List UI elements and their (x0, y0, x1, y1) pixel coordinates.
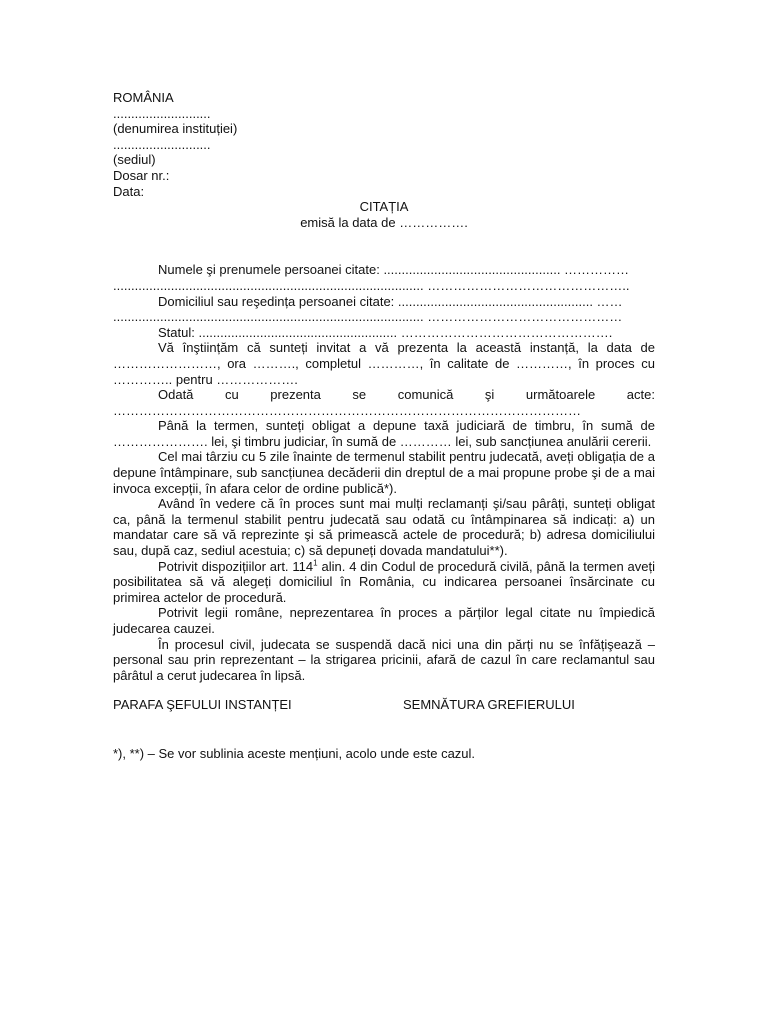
clerk-signature-label: SEMNĂTURA GREFIERULUI (403, 697, 575, 713)
paragraph-inform: Vă înştiințăm că sunteți invitat a vă prezenta la această instanță, la data de ……………………, ora ………., completul …………, în calitate de …………, în proces cu ………….. pentru ………………. (113, 340, 655, 387)
paragraph-suspend: În procesul civil, judecata se suspendă dacă nici una din părți nu se înfățişează – personal sau prin reprezentant – la strigarea pricinii, afară de cazul în care reclamantul sau pârâtul a cerut judecarea în lipsă. (113, 636, 655, 683)
paragraph-communicate: Odată cu prezenta se comunică şi următoarele acte: (158, 387, 655, 403)
signature-row (113, 697, 655, 713)
dots-line-1: ...................................................................................... ……………………………………….. (113, 277, 630, 293)
citation-document (113, 90, 655, 762)
file-number-label: Dosar nr.: (113, 167, 170, 183)
institution-dots: ........................... (113, 105, 211, 121)
seat-label: (sediul) (113, 152, 156, 168)
paragraph-tax: Până la termen, sunteți obligat a depune taxă judiciară de timbru, în sumă de …………………. lei, şi timbru judiciar, în sumă de ………… lei, sub sancțiunea anulării cererii. (113, 418, 655, 449)
court-head-seal-label: PARAFA ŞEFULUI INSTANȚEI (113, 697, 292, 713)
document-header (113, 90, 655, 199)
name-line: Numele şi prenumele persoanei citate: ................................................. …………… (158, 262, 630, 278)
date-label: Data: (113, 183, 145, 199)
footnote: *), **) – Se vor sublinia aceste mențiuni, acolo unde este cazul. (113, 745, 476, 761)
seat-dots: ........................... (113, 136, 211, 152)
domicile-line: Domiciliul sau reşedința persoanei citate: ...................................................... …… (158, 293, 623, 309)
paragraph-article (113, 559, 655, 606)
article-superscript: 1 (313, 558, 318, 568)
communicate-dots: ……………………………………………………………………………………………… (113, 402, 581, 418)
status-line: Statul: ....................................................... …………………………………………. (158, 324, 613, 340)
paragraph-law: Potrivit legii române, neprezentarea în proces a părților legal citate nu împiedică judecarea cauzei. (113, 605, 655, 636)
country-name: ROMÂNIA (113, 90, 174, 105)
article-text-b: alin. 4 din Codul de procedură civilă, până la termen aveți posibilitatea să vă alegeți domiciliul în România, cu indicarea persoanei însărcinate cu primirea actelor de procedură. (113, 558, 656, 605)
dots-line-2: ...................................................................................... ……………………………………… (113, 309, 623, 325)
document-subtitle: emisă la data de ……………. (300, 214, 468, 230)
institution-label: (denumirea instituției) (113, 121, 238, 137)
paragraph-defense: Cel mai târziu cu 5 zile înainte de termenul stabilit pentru judecată, aveți obligația de a depune întâmpinare, sub sancțiunea decăderii din dreptul de a mai propune probe şi de a mai invoca excepții, în afara celor de ordine publică*). (113, 449, 655, 496)
paragraph-multiple-parties: Având în vedere că în proces sunt mai mulți reclamanți şi/sau pârâți, sunteți obligat ca, până la termenul stabilit pentru judecată sau odată cu întâmpinarea să indicați: a) un mandatar care să vă reprezinte şi să primească actele de procedură; b) adresa domiciliului sau, după caz, sediul acestuia; c) să depuneți dovada mandatului**). (113, 496, 655, 559)
document-title: CITAȚIA (359, 199, 409, 215)
article-text-a: Potrivit dispozițiilor art. 114 (158, 558, 314, 574)
